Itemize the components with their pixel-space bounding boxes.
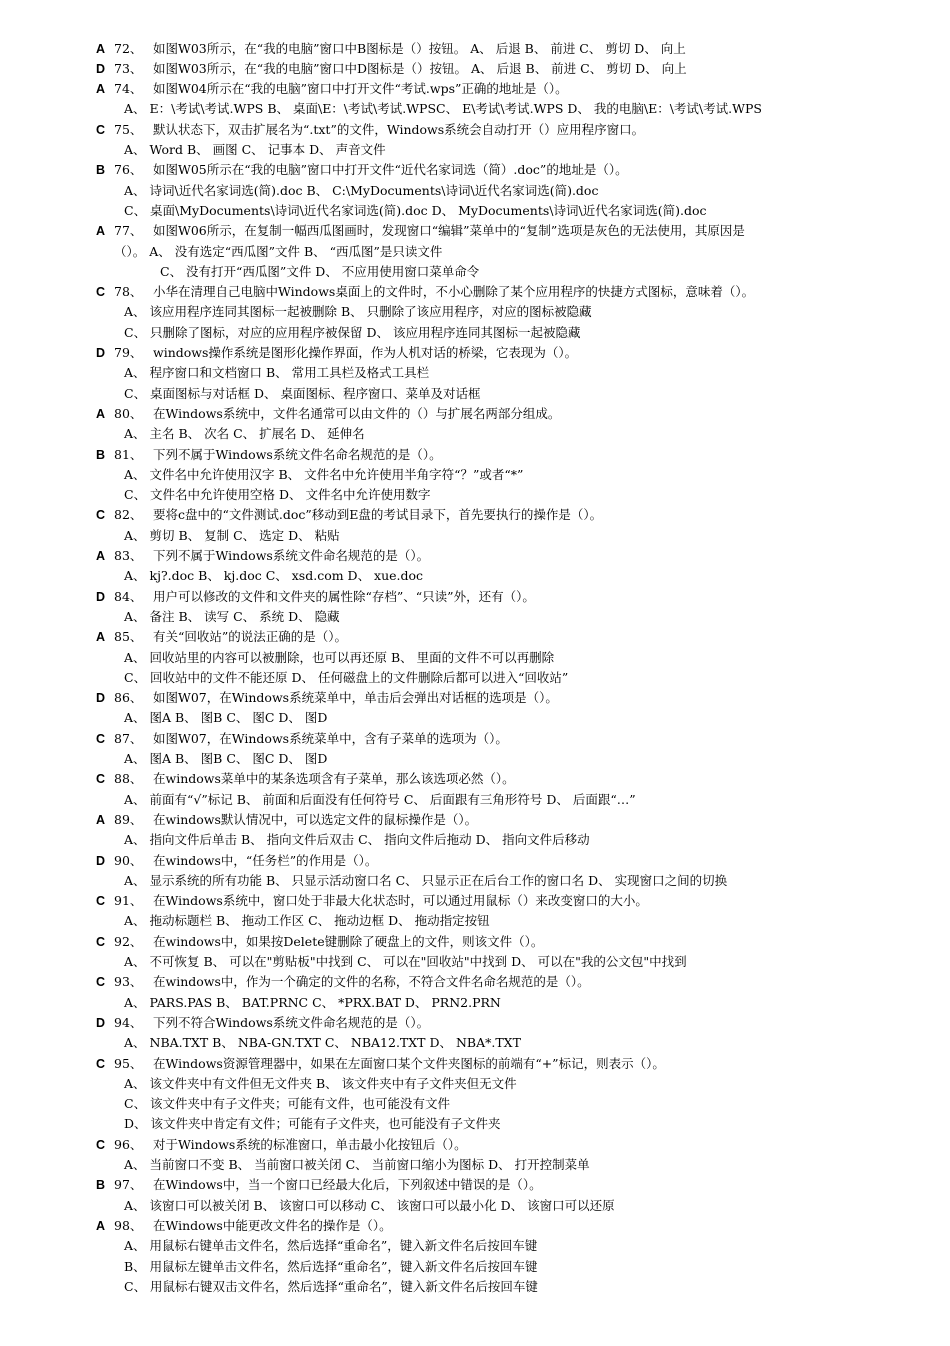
question-line: [0, 1216, 950, 1236]
question-text: 默认状态下，双击扩展名为“.txt”的文件，Windows系统会自动打开（）应用程序窗口。: [153, 121, 645, 137]
option-text: A、 剪切 B、 复制 C、 选定 D、 粘贴: [124, 527, 340, 543]
answer-key: C: [96, 285, 106, 300]
option-line: [0, 1074, 950, 1094]
question-text: 用户可以修改的文件和文件夹的属性除“存档”、“只读”外，还有（）。: [153, 588, 535, 604]
question-line: [0, 1175, 950, 1195]
option-line: [0, 424, 950, 444]
question-line: [0, 160, 950, 180]
question-text: 在windows默认情况中，可以选定文件的鼠标操作是（）。: [153, 811, 478, 827]
option-text: C、 只删除了图标，对应的应用程序被保留 D、 该应用程序连同其图标一起被隐藏: [124, 324, 581, 340]
option-text: B、 用鼠标左键单击文件名，然后选择“重命名”，键入新文件名后按回车键: [124, 1258, 538, 1274]
answer-key: C: [96, 975, 106, 990]
option-line: [0, 465, 950, 485]
question-number: 76、: [114, 162, 143, 178]
question-number: 81、: [114, 446, 143, 462]
question-text: 在Windows中能更改文件名的操作是（）。: [153, 1217, 392, 1233]
option-text: A、 图A B、 图B C、 图C D、 图D: [124, 751, 328, 766]
option-line: [0, 708, 950, 728]
answer-key: A: [96, 549, 106, 563]
question-number: 72、: [114, 40, 143, 56]
question-number: 75、: [114, 121, 143, 137]
option-text: C、 没有打开“西瓜图”文件 D、 不应用使用窗口菜单命令: [160, 263, 480, 279]
question-number: 80、: [114, 405, 143, 421]
option-text: A、 主名 B、 次名 C、 扩展名 D、 延伸名: [124, 426, 365, 442]
option-text: A、 NBA.TXT B、 NBA-GN.TXT C、 NBA12.TXT D、 NBA*.TXT: [124, 1035, 521, 1051]
option-line: [0, 790, 950, 810]
option-line: [0, 1155, 950, 1175]
question-text: 要将c盘中的“文件测试.doc”移动到E盘的考试目录下，首先要执行的操作是（）。: [153, 507, 603, 523]
option-text: C、 回收站中的文件不能还原 D、 任何磁盘上的文件删除后都可以进入“回收站”: [124, 669, 569, 685]
answer-key: D: [96, 691, 106, 706]
option-text: A、 前面有“√”标记 B、 前面和后面没有任何符号 C、 后面跟有三角形符号 D、 后面跟“…”: [124, 791, 636, 807]
answer-key: C: [96, 772, 106, 787]
option-text: A、 备注 B、 读写 C、 系统 D、 隐藏: [124, 608, 340, 624]
question-text: 如图W07，在Windows系统菜单中，含有子菜单的选项为（）。: [153, 730, 508, 746]
answer-key: D: [96, 346, 106, 360]
option-line: [0, 830, 950, 850]
question-text: 在windows中，作为一个确定的文件的名称，不符合文件名命名规范的是（）。: [153, 974, 590, 990]
option-line: [0, 384, 950, 404]
question-line: [0, 769, 950, 789]
option-text: A、 文件名中允许使用汉字 B、 文件名中允许使用半角字符“？”或者“*”: [124, 466, 524, 482]
option-text: A、 回收站里的内容可以被删除，也可以再还原 B、 里面的文件不可以再删除: [124, 649, 555, 665]
option-text: C、 桌面\MyDocuments\诗词\近代名家词选(简).doc D、 MyDocuments\诗词\近代名家词选(简).doc: [124, 202, 707, 218]
option-text: A、 程序窗口和文档窗口 B、 常用工具栏及格式工具栏: [124, 365, 430, 381]
question-number: 86、: [114, 690, 143, 706]
question-text: 如图W06所示，在复制一幅西瓜图画时，发现窗口“编辑”菜单中的“复制”选项是灰色的无法使用，其原因是: [153, 223, 745, 239]
option-line: [0, 668, 950, 688]
option-line: [0, 1033, 950, 1053]
answer-key: B: [96, 163, 106, 178]
option-text: A、 该文件夹中有文件但无文件夹 B、 该文件夹中有子文件夹但无文件: [124, 1075, 517, 1091]
question-number: 98、: [114, 1217, 143, 1233]
option-line: [0, 566, 950, 586]
question-number: 85、: [114, 629, 143, 645]
answer-key: B: [96, 447, 106, 462]
answer-key: A: [96, 224, 106, 239]
question-line: [0, 851, 950, 871]
option-line: [0, 1094, 950, 1114]
option-text: C、 该文件夹中有子文件夹；可能有文件，也可能没有文件: [124, 1096, 451, 1112]
question-text: 小华在清理自己电脑中Windows桌面上的文件时，不小心删除了某个应用程序的快捷方式图标，意味着（）。: [153, 284, 755, 300]
option-text: A、 kj?.doc B、 kj.doc C、 xsd.com D、 xue.doc: [124, 568, 424, 584]
option-line: [0, 363, 950, 383]
option-line: [0, 993, 950, 1013]
question-number: 91、: [114, 893, 143, 909]
question-line: [0, 810, 950, 830]
question-number: 84、: [114, 588, 143, 604]
option-line: [0, 1277, 950, 1297]
option-text: A、 显示系统的所有功能 B、 只显示活动窗口名 C、 只显示正在后台工作的窗口名 D、 实现窗口之间的切换: [124, 872, 728, 888]
question-line: [0, 404, 950, 424]
answer-key: A: [96, 812, 106, 827]
option-line: [0, 181, 950, 201]
answer-key: C: [96, 1137, 106, 1152]
question-continuation-line: [0, 242, 950, 262]
question-line: [0, 445, 950, 465]
answer-key: C: [96, 1056, 106, 1071]
question-text: 下列不符合Windows系统文件命名规范的是（）。: [153, 1014, 430, 1030]
question-line: [0, 932, 950, 952]
question-text: 对于Windows系统的标准窗口，单击最小化按钮后（）。: [153, 1136, 467, 1152]
question-number: 78、: [114, 284, 143, 300]
option-line: [0, 262, 950, 282]
question-number: 93、: [114, 974, 143, 990]
question-text: 在Windows资源管理器中，如果在左面窗口某个文件夹图标的前端有“+”标记，则表示（）。: [153, 1055, 665, 1071]
answer-key: D: [96, 589, 106, 604]
question-text: 在windows中，如果按Delete键删除了硬盘上的文件，则该文件（）。: [153, 933, 544, 949]
question-line: [0, 1135, 950, 1155]
option-line: [0, 749, 950, 769]
option-line: [0, 140, 950, 160]
question-line: [0, 282, 950, 302]
answer-key: A: [96, 630, 106, 645]
question-number: 74、: [114, 81, 143, 97]
option-text: A、 拖动标题栏 B、 拖动工作区 C、 拖动边框 D、 拖动指定按钮: [124, 913, 490, 929]
question-number: 87、: [114, 730, 143, 746]
question-text: 有关“回收站”的说法正确的是（）。: [153, 629, 348, 645]
question-line: [0, 39, 950, 59]
question-line: [0, 729, 950, 749]
question-text: 下列不属于Windows系统文件名命名规范的是（）。: [153, 446, 442, 462]
answer-key: A: [96, 1218, 106, 1233]
question-number: 73、: [114, 60, 143, 76]
option-text: A、 该窗口可以被关闭 B、 该窗口可以移动 C、 该窗口可以最小化 D、 该窗口可以还原: [124, 1197, 615, 1213]
option-line: [0, 1236, 950, 1256]
option-line: [0, 1196, 950, 1216]
option-text: A、 当前窗口不变 B、 当前窗口被关闭 C、 当前窗口缩小为图标 D、 打开控制菜单: [124, 1157, 590, 1172]
answer-key: A: [96, 406, 106, 421]
option-text: A、 E：\考试\考试.WPS B、 桌面\E：\考试\考试.WPSC、 E\考试\考试.WPS D、 我的电脑\E：\考试\考试.WPS: [124, 101, 762, 117]
answer-key: D: [96, 1015, 106, 1030]
question-line: [0, 505, 950, 525]
question-line: [0, 627, 950, 647]
question-line: [0, 972, 950, 992]
option-line: [0, 99, 950, 119]
question-line: [0, 343, 950, 363]
question-text: 如图W05所示在“我的电脑”窗口中打开文件“近代名家词选（简）.doc”的地址是（）。: [153, 162, 628, 178]
question-line: [0, 546, 950, 566]
option-line: [0, 1257, 950, 1277]
question-line: [0, 120, 950, 140]
question-text: 下列不属于Windows系统文件命名规范的是（）。: [153, 548, 430, 563]
question-line: [0, 688, 950, 708]
option-text: A、 Word B、 画图 C、 记事本 D、 声音文件: [124, 142, 386, 157]
answer-key: B: [96, 1178, 106, 1193]
question-line: [0, 1054, 950, 1074]
answer-key: D: [96, 853, 106, 868]
question-number: 79、: [114, 345, 143, 360]
option-line: [0, 201, 950, 221]
option-text: C、 桌面图标与对话框 D、 桌面图标、程序窗口、菜单及对话框: [124, 385, 481, 401]
question-continuation: （）。 A、 没有选定“西瓜图”文件 B、 “西瓜图”是只读文件: [114, 243, 443, 259]
question-number: 97、: [114, 1177, 143, 1193]
option-text: A、 指向文件后单击 B、 指向文件后双击 C、 指向文件后拖动 D、 指向文件后移动: [124, 832, 590, 848]
question-text: 如图W03所示，在“我的电脑”窗口中D图标是（）按钮。 A、 后退 B、 前进 C、 剪切 D、 向上: [153, 60, 687, 76]
question-number: 82、: [114, 507, 143, 523]
option-text: A、 不可恢复 B、 可以在"剪贴板"中找到 C、 可以在"回收站"中找到 D、 可以在"我的公文包"中找到: [124, 954, 687, 969]
option-text: D、 该文件夹中肯定有文件；可能有子文件夹，也可能没有子文件夹: [124, 1116, 501, 1132]
option-line: [0, 485, 950, 505]
question-text: 如图W04所示在“我的电脑”窗口中打开文件“考试.wps”正确的地址是（）。: [153, 81, 568, 97]
answer-key: A: [96, 82, 106, 97]
option-text: A、 PARS.PAS B、 BAT.PRNC C、 *PRX.BAT D、 PRN2.PRN: [124, 994, 501, 1010]
option-text: C、 文件名中允许使用空格 D、 文件名中允许使用数字: [124, 487, 431, 503]
question-line: [0, 891, 950, 911]
option-text: A、 该应用程序连同其图标一起被删除 B、 只删除了该应用程序，对应的图标被隐藏: [124, 304, 592, 320]
option-line: [0, 302, 950, 322]
option-text: A、 图A B、 图B C、 图C D、 图D: [124, 710, 328, 726]
option-text: A、 诗词\近代名家词选(简).doc B、 C:\MyDocuments\诗词\近代名家词选(简).doc: [124, 182, 599, 198]
option-line: [0, 526, 950, 546]
question-number: 92、: [114, 933, 143, 949]
option-line: [0, 607, 950, 627]
option-line: [0, 323, 950, 343]
answer-key: C: [96, 508, 106, 523]
question-text: 在Windows中，当一个窗口已经最大化后，下列叙述中错误的是（）。: [153, 1177, 542, 1193]
question-number: 94、: [114, 1014, 143, 1030]
question-line: [0, 221, 950, 241]
question-text: 如图W03所示，在“我的电脑”窗口中B图标是（）按钮。 A、 后退 B、 前进 C、 剪切 D、 向上: [153, 40, 686, 56]
question-text: windows操作系统是图形化操作界面，作为人机对话的桥梁，它表现为（）。: [153, 345, 578, 360]
question-line: [0, 1013, 950, 1033]
answer-key: A: [96, 41, 106, 56]
question-number: 89、: [114, 811, 143, 827]
question-line: [0, 79, 950, 99]
question-number: 83、: [114, 548, 143, 563]
option-text: A、 用鼠标右键单击文件名，然后选择“重命名”，键入新文件名后按回车键: [124, 1238, 538, 1254]
answer-key: C: [96, 122, 106, 137]
option-line: [0, 648, 950, 668]
question-number: 77、: [114, 223, 143, 239]
option-line: [0, 952, 950, 972]
question-text: 在Windows系统中，文件名通常可以由文件的（）与扩展名两部分组成。: [153, 405, 561, 421]
option-line: [0, 911, 950, 931]
question-number: 96、: [114, 1136, 143, 1152]
question-text: 如图W07，在Windows系统菜单中，单击后会弹出对话框的选项是（）。: [153, 690, 558, 706]
option-text: C、 用鼠标右键双击文件名，然后选择“重命名”，键入新文件名后按回车键: [124, 1278, 538, 1294]
answer-key: C: [96, 894, 106, 909]
question-text: 在windows菜单中的某条选项含有子菜单，那么该选项必然（）。: [153, 771, 515, 787]
question-number: 88、: [114, 771, 143, 787]
question-line: [0, 587, 950, 607]
question-number: 95、: [114, 1055, 143, 1071]
answer-key: D: [96, 61, 106, 76]
option-line: [0, 1114, 950, 1134]
question-text: 在windows中，“任务栏”的作用是（）。: [153, 852, 378, 868]
question-text: 在Windows系统中，窗口处于非最大化状态时，可以通过用鼠标（）来改变窗口的大小。: [153, 893, 648, 909]
answer-key: C: [96, 934, 106, 949]
question-number: 90、: [114, 852, 143, 868]
answer-key: C: [96, 731, 106, 746]
question-line: [0, 59, 950, 79]
option-line: [0, 871, 950, 891]
